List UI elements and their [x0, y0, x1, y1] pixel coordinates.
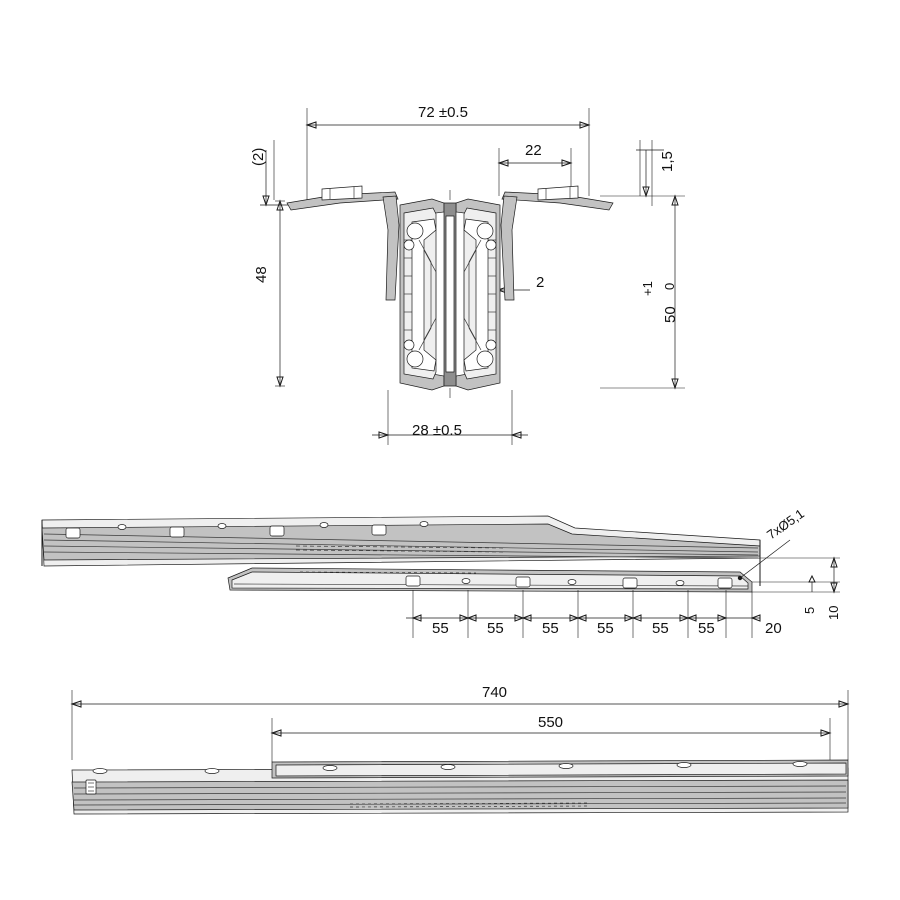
pitch-1: 55 — [432, 620, 449, 637]
dim-height-right-tol-upper: +1 — [640, 281, 655, 296]
dim-tab-width: 22 — [525, 142, 542, 159]
inner-length: 550 — [538, 714, 564, 731]
dim-thickness-top: 1,5 — [659, 151, 676, 172]
edge-dim-large: 10 — [826, 605, 841, 620]
total-length: 740 — [482, 684, 508, 701]
hole-callout: 7xØ5,1 — [764, 505, 807, 543]
pitch-5: 55 — [652, 620, 669, 637]
dim-height-right-tol-lower: 0 — [662, 282, 677, 290]
dim-inner-width: 28 ±0.5 — [412, 422, 462, 439]
dim-overall-width: 72 ±0.5 — [418, 104, 468, 121]
edge-dim-small: 5 — [802, 606, 817, 614]
section-view — [260, 108, 685, 445]
dim-thickness-note: 2 — [536, 274, 545, 291]
pitch-2: 55 — [487, 620, 504, 637]
dim-height-right: 50 — [662, 306, 679, 323]
pitch-4: 55 — [597, 620, 614, 637]
dim-height-left: 48 — [253, 266, 270, 283]
extended-view — [72, 690, 848, 814]
end-distance: 20 — [765, 620, 782, 637]
pitch-3: 55 — [542, 620, 559, 637]
dim-bracket-note: (2) — [250, 147, 267, 166]
pitch-6: 55 — [698, 620, 715, 637]
